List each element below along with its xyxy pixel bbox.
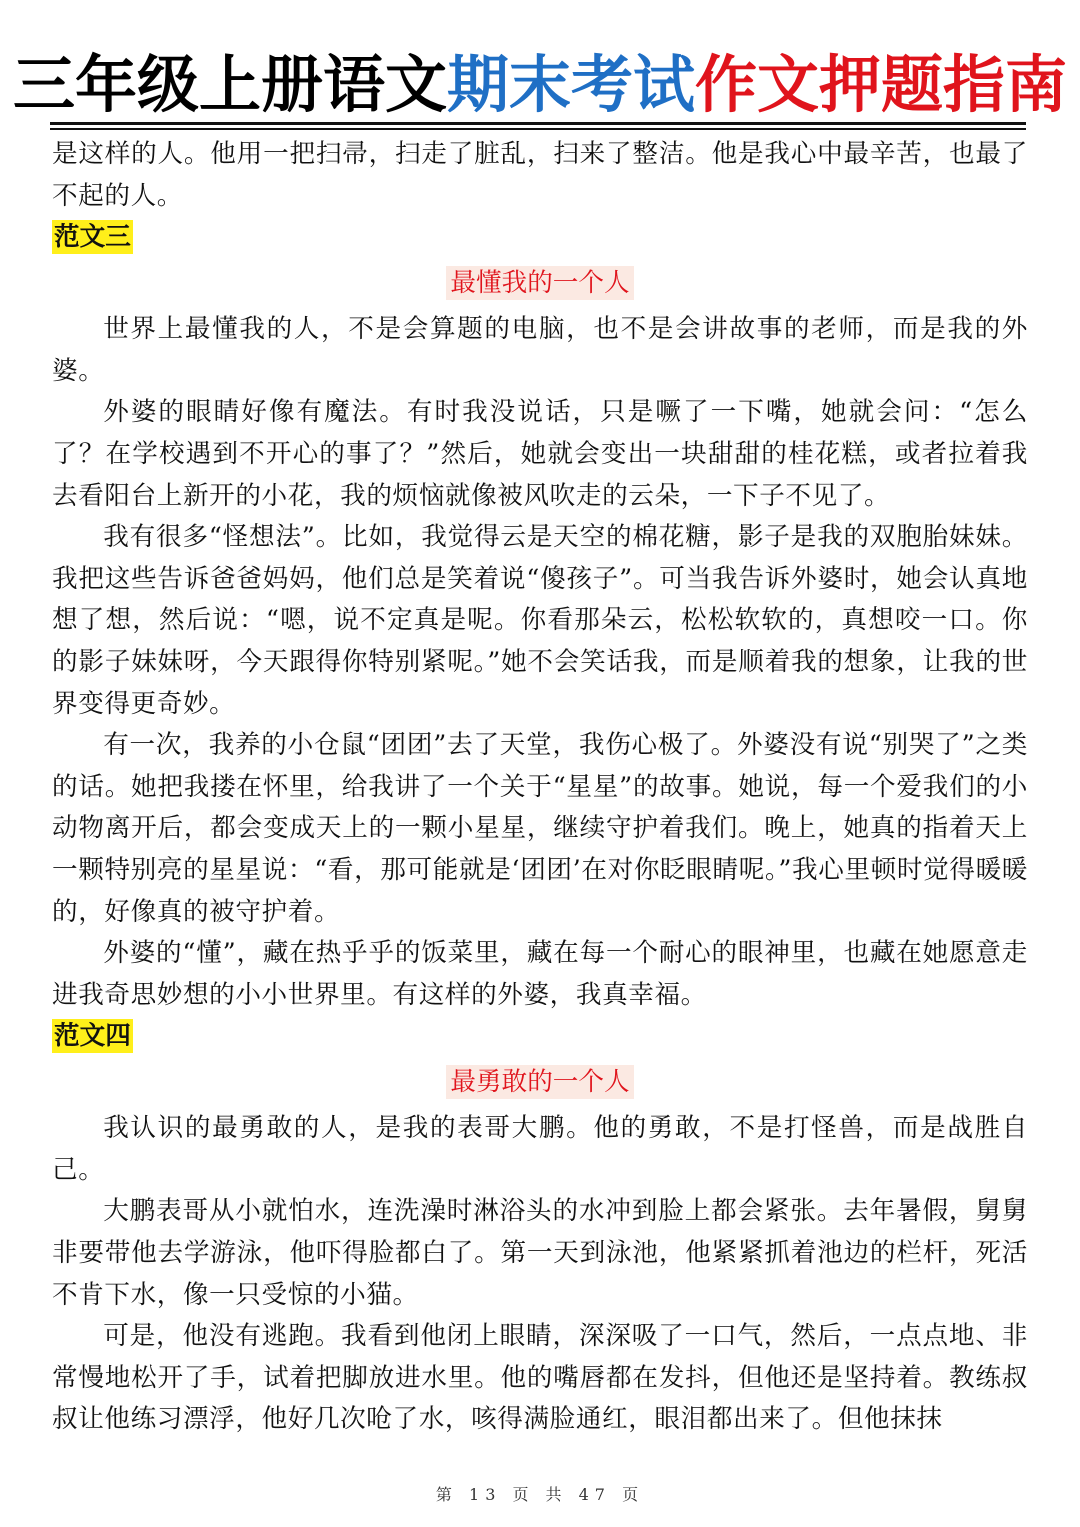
essay3-paragraph: 外婆的眼睛好像有魔法。有时我没说话，只是噘了一下嘴，她就会问：“怎么了？在学校遇到不开心的事了？”然后，她就会变出一块甜甜的桂花糕，或者拉着我去看阳台上新开的小花，我的烦恼就像被风吹走的云朵，一下子不见了。 bbox=[52, 397, 1028, 511]
essay3-paragraph: 我有很多“怪想法”。比如，我觉得云是天空的棉花糖，影子是我的双胞胎妹妹。我把这些告诉爸爸妈妈，他们总是笑着说“傻孩子”。可当我告诉外婆时，她会认真地想了想，然后说：“嗯，说不定真是呢。你看那朵云，松松软软的，真想咬一口。你的影子妹妹呀，今天跟得你特别紧呢。”她不会笑话我，而是顺着我的想象，让我的世界变得更奇妙。 bbox=[52, 522, 1028, 719]
essay4-paragraph: 可是，他没有逃跑。我看到他闭上眼睛，深深吸了一口气，然后，一点点地、非常慢地松开了手，试着把脚放进水里。他的嘴唇都在发抖，但他还是坚持着。教练叔叔让他练习漂浮，他好几次呛了水，咳得满脸通红，眼泪都出来了。但他抹抹 bbox=[52, 1321, 1028, 1435]
essay3-paragraph: 世界上最懂我的人，不是会算题的电脑，也不是会讲故事的老师，而是我的外婆。 bbox=[52, 314, 1028, 386]
essay3-paragraph: 外婆的“懂”，藏在热乎乎的饭菜里，藏在每一个耐心的眼神里，也藏在她愿意走进我奇思妙想的小小世界里。有这样的外婆，我真幸福。 bbox=[52, 938, 1028, 1010]
previous-essay-ending: 是这样的人。他用一把扫帚，扫走了脏乱，扫来了整洁。他是我心中最辛苦，也最了不起的人。 bbox=[52, 139, 1028, 211]
header-title-red: 作文押题指南 bbox=[695, 48, 1068, 121]
header-rule bbox=[50, 122, 1026, 125]
page-number-footer: 第 13 页 共 47 页 bbox=[435, 1485, 645, 1504]
page-content bbox=[52, 134, 1028, 1441]
header-title-black: 三年级上册语文 bbox=[12, 48, 447, 121]
section-label-3: 范文三 bbox=[54, 222, 131, 253]
essay-title-3: 最懂我的一个人 bbox=[52, 263, 1028, 309]
page-header bbox=[0, 40, 1080, 130]
section-label-4: 范文四 bbox=[54, 1021, 131, 1052]
essay-title-4: 最勇敢的一个人 bbox=[52, 1062, 1028, 1108]
essay3-paragraph: 有一次，我养的小仓鼠“团团”去了天堂，我伤心极了。外婆没有说“别哭了”之类的话。她把我搂在怀里，给我讲了一个关于“星星”的故事。她说，每一个爱我们的小动物离开后，都会变成天上的一颗小星星，继续守护着我们。晚上，她真的指着天上一颗特别亮的星星说：“看，那可能就是‘团团’在对你眨眼睛呢。”我心里顿时觉得暖暖的，好像真的被守护着。 bbox=[52, 730, 1028, 927]
essay4-paragraph: 我认识的最勇敢的人，是我的表哥大鹏。他的勇敢，不是打怪兽，而是战胜自己。 bbox=[52, 1113, 1028, 1185]
essay4-paragraph: 大鹏表哥从小就怕水，连洗澡时淋浴头的水冲到脸上都会紧张。去年暑假，舅舅非要带他去学游泳，他吓得脸都白了。第一天到泳池，他紧紧抓着池边的栏杆，死活不肯下水，像一只受惊的小猫。 bbox=[52, 1196, 1028, 1310]
header-rule-thin bbox=[50, 128, 1026, 130]
header-title-blue: 期末考试 bbox=[446, 48, 695, 121]
